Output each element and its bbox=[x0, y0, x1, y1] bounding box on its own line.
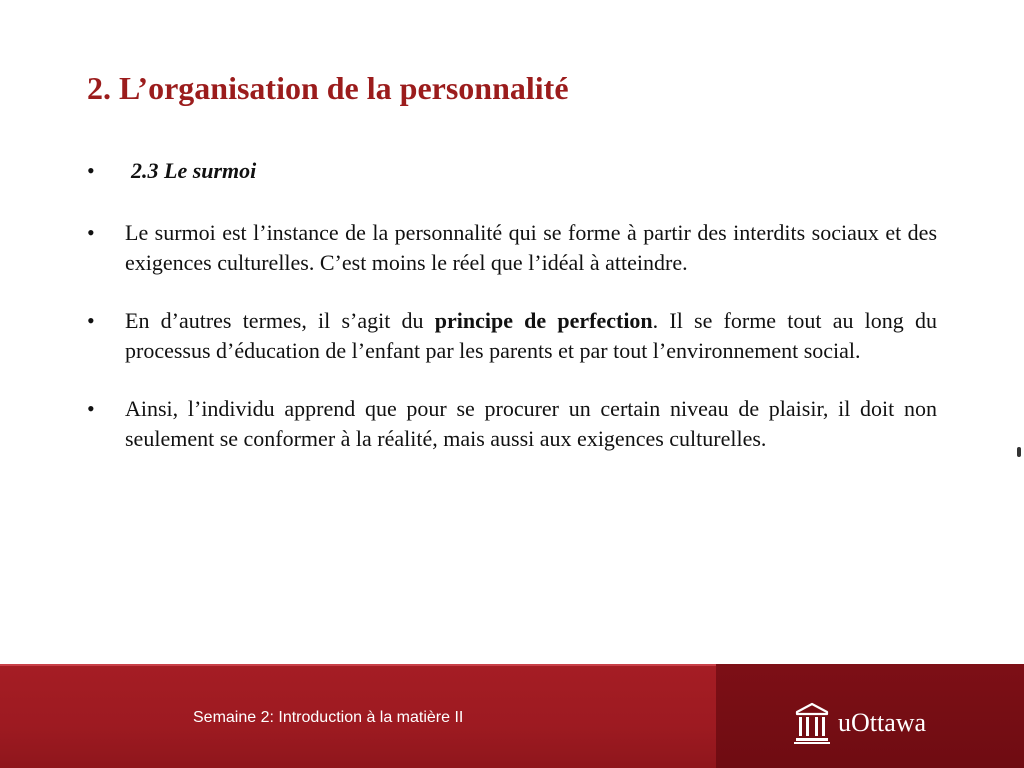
bullet-text-part: . Il se forme tout au long du processus d’éducation de l’enfant par les parents et par tout l’environnement social. bbox=[125, 308, 937, 363]
bullet-item bbox=[87, 306, 937, 366]
bullet-item bbox=[87, 218, 937, 278]
bullet-text bbox=[125, 306, 937, 366]
bullet-symbol: • bbox=[87, 220, 95, 245]
bullet-symbol: • bbox=[87, 396, 95, 421]
bullet-symbol: • bbox=[87, 308, 95, 333]
slide-content bbox=[87, 156, 937, 482]
bullet-item bbox=[87, 156, 937, 186]
bullet-text: Ainsi, l’individu apprend que pour se procurer un certain niveau de plaisir, il doit non seulement se conformer à la réalité, mais aussi aux exigences culturelles. bbox=[125, 396, 937, 451]
university-building-icon bbox=[792, 701, 832, 745]
course-label: Semaine 2: Introduction à la matière II bbox=[193, 709, 464, 726]
slide-title: 2. L’organisation de la personnalité bbox=[87, 70, 569, 106]
edge-mark bbox=[1017, 447, 1021, 457]
uottawa-logo-text: uOttawa bbox=[838, 708, 927, 737]
section-subheading: 2.3 Le surmoi bbox=[131, 158, 257, 183]
emphasized-term: principe de perfection bbox=[434, 308, 653, 333]
bullet-item bbox=[87, 394, 937, 454]
bullet-text-part: En d’autres termes, il s’agit du bbox=[125, 308, 435, 333]
bullet-symbol: • bbox=[87, 158, 95, 183]
bullet-text: Le surmoi est l’instance de la personnalité qui se forme à partir des interdits sociaux et des exigences culturelles. C’est moins le réel que l’idéal à atteindre. bbox=[125, 220, 937, 275]
